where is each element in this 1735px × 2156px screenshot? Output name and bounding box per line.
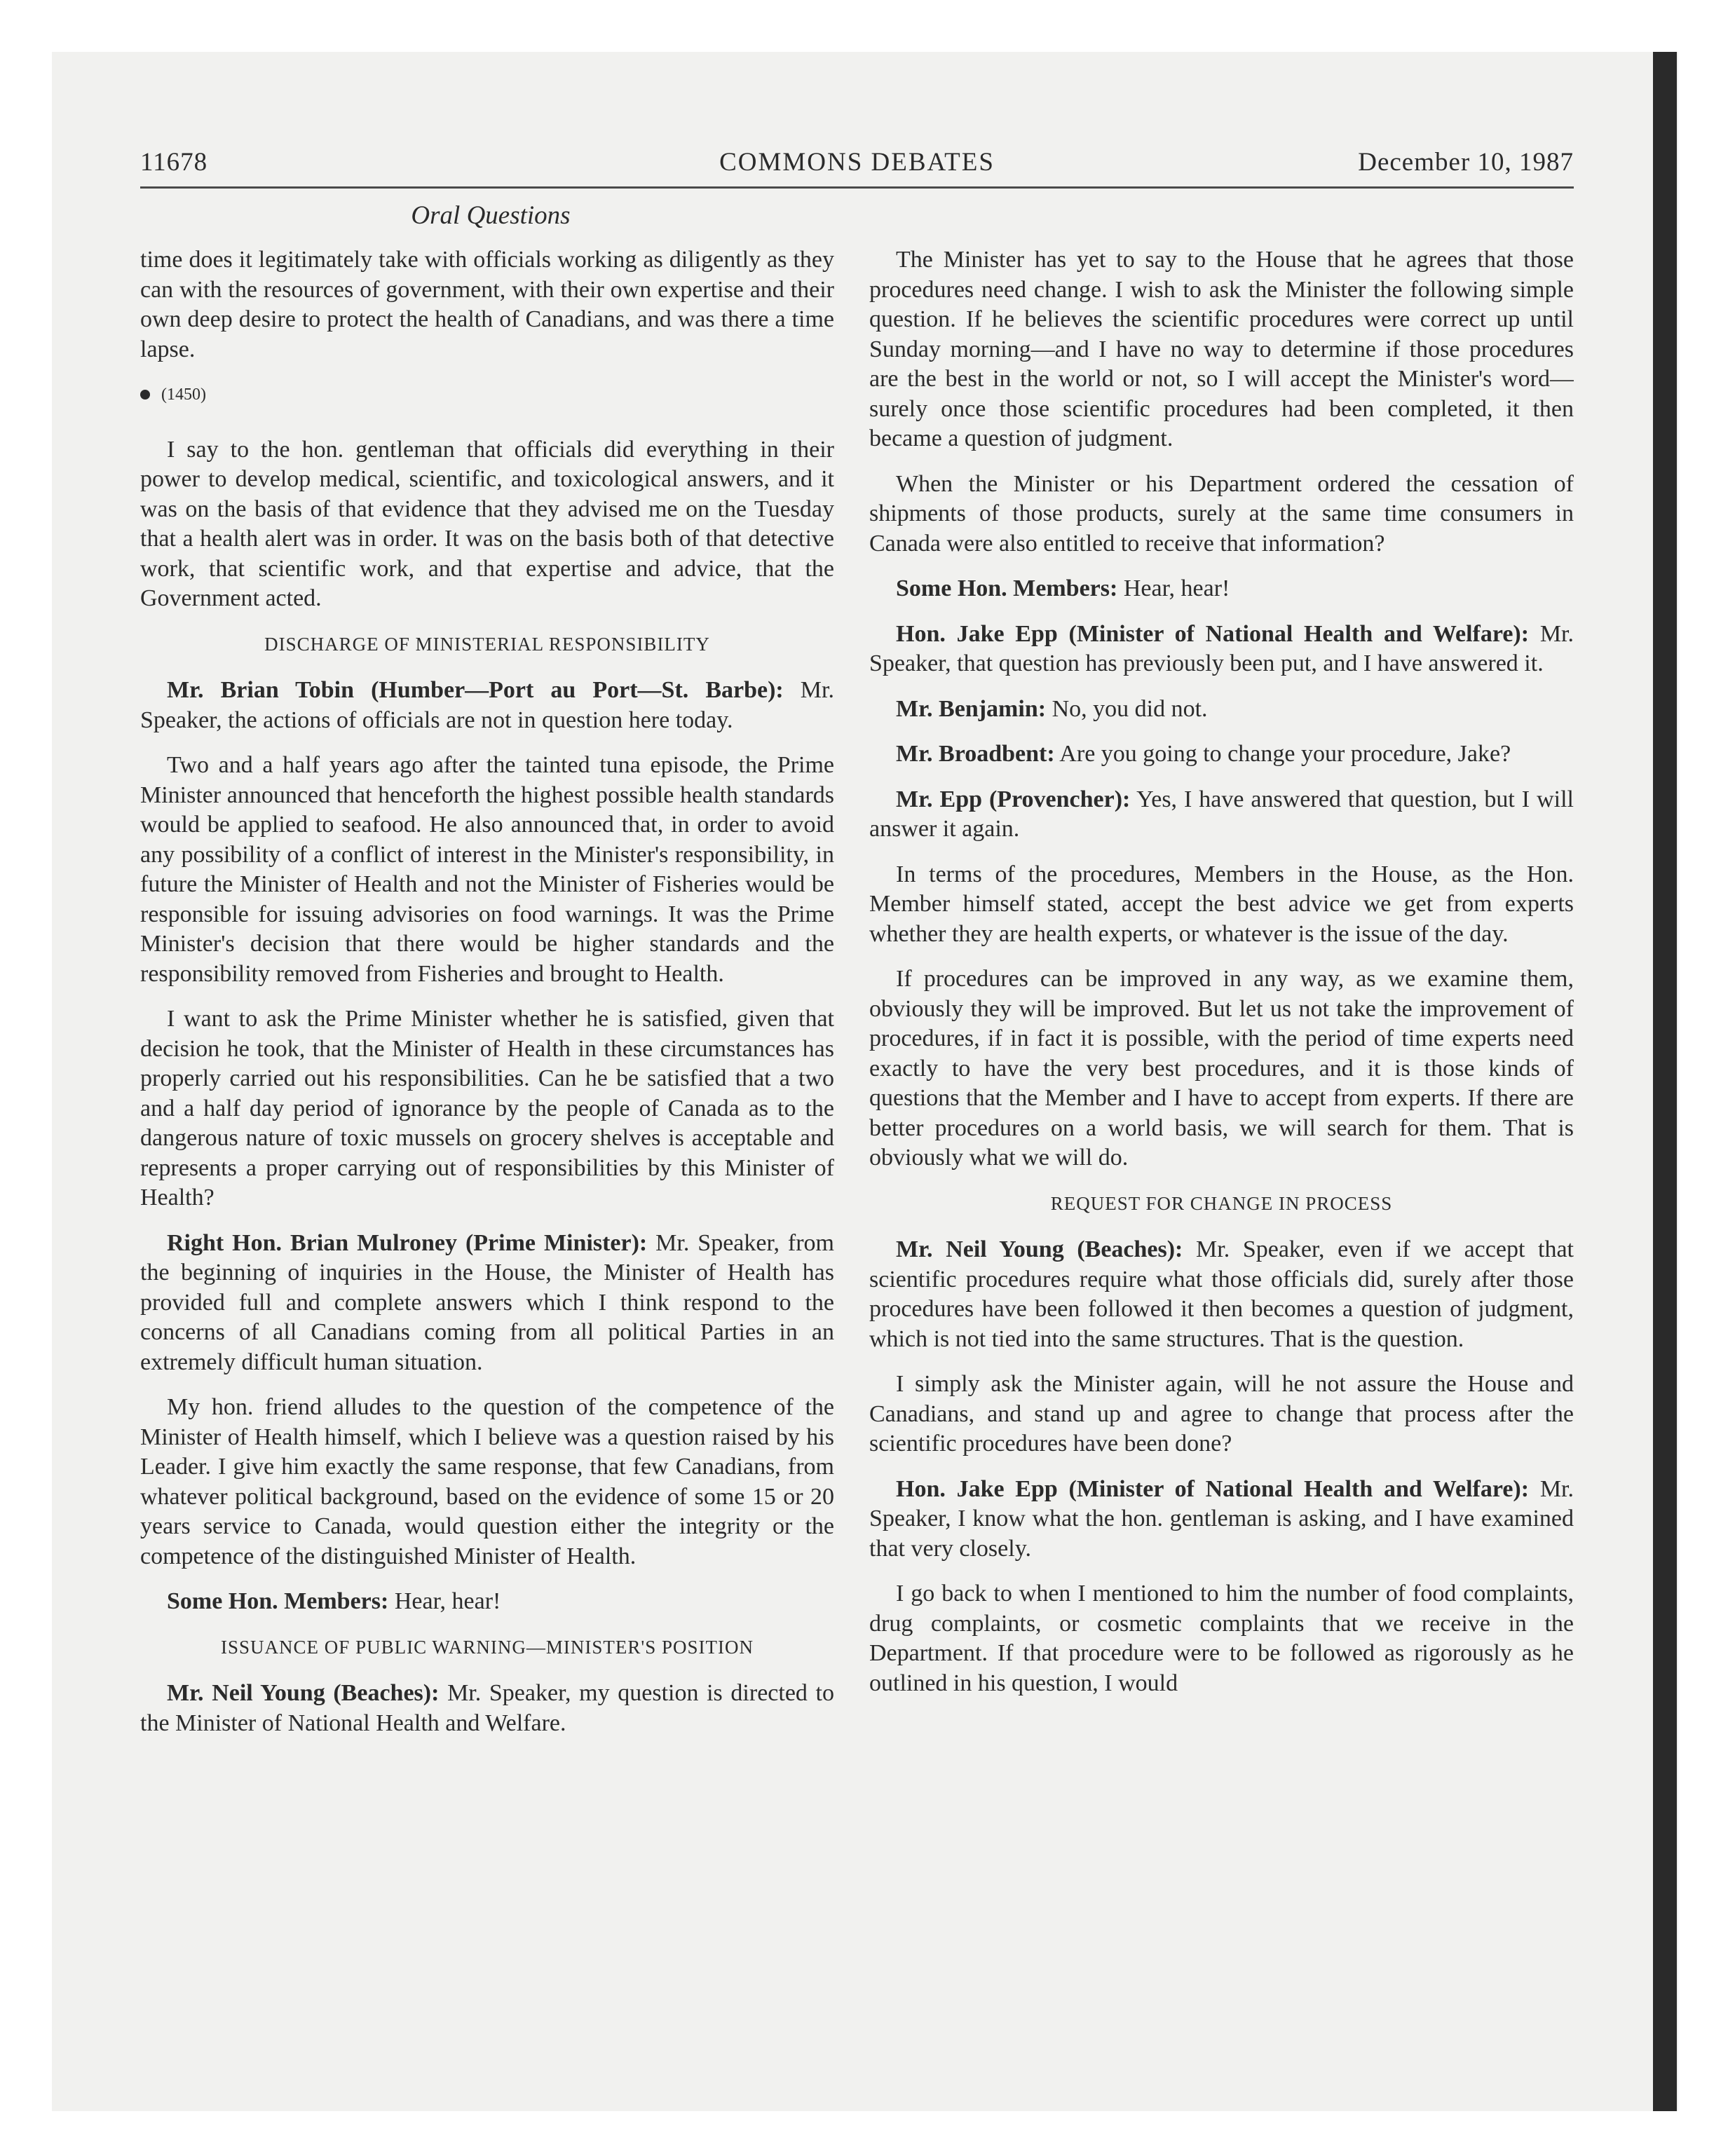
- section-heading: DISCHARGE OF MINISTERIAL RESPONSIBILITY: [264, 633, 710, 655]
- speech-text: Are you going to change your procedure, Jake?: [1054, 741, 1511, 767]
- speech: [140, 1587, 834, 1617]
- speech-text: No, you did not.: [1046, 695, 1208, 722]
- speech-text: Mr. Speaker, that question has previously been put, and I have answered it.: [869, 620, 1574, 676]
- section-heading: REQUEST FOR CHANGE IN PROCESS: [1050, 1192, 1393, 1214]
- paragraph: Two and a half years ago after the tainted tuna episode, the Prime Minister announced that henceforth the highest possible health standards would be applied to seafood. He also announced that, in order to avoid any possibility of a conflict of interest in the Minister's responsibility, in future the Minister of Health and not the Minister of Fisheries would be responsible for issuing advisories on food warnings. It was the Prime Minister's decision that there would be higher standards and the responsibility removed from Fisheries and brought to Health.: [140, 752, 834, 987]
- publication-title: COMMONS DEBATES: [719, 148, 995, 177]
- speaker-name: Mr. Benjamin:: [896, 695, 1047, 722]
- bullet-icon: [140, 390, 150, 400]
- section-heading: ISSUANCE OF PUBLIC WARNING—MINISTER'S POSITION: [221, 1636, 754, 1658]
- speech-text: Mr. Speaker, I know what the hon. gentleman is asking, and I have examined that very closely.: [869, 1475, 1574, 1562]
- paragraph: I want to ask the Prime Minister whether he is satisfied, given that decision he took, that the Minister of Health in these circumstances has properly carried out his responsibilities. Can he be satisfied that a two and a half day period of ignorance by the people of Canada as to the dangerous nature of toxic mussels on grocery shelves is acceptable and represents a proper carrying out of responsibilities by this Minister of Health?: [140, 1006, 834, 1210]
- paragraph: time does it legitimately take with officials working as diligently as they can with the resources of government, with their own expertise and their own deep desire to protect the health of Canadians, and was there a time lapse.: [140, 247, 834, 362]
- speaker-name: Right Hon. Brian Mulroney (Prime Minister):: [167, 1229, 648, 1256]
- time-marker-label: (1450): [161, 386, 206, 404]
- speech-text: Hear, hear!: [1117, 575, 1230, 601]
- speech: [140, 676, 834, 735]
- speech-text: Mr. Speaker, even if we accept that scientific procedures require what those officials did, surely after those procedures have been followed it then becomes a question of judgment, which is not tied into the same structures. That is the question.: [869, 1236, 1574, 1352]
- paragraph: In terms of the procedures, Members in the House, as the Hon. Member himself stated, accept the best advice we get from experts whether they are health experts, or whatever is the issue of the day.: [869, 861, 1574, 947]
- paragraph: The Minister has yet to say to the House that he agrees that those procedures need change. I wish to ask the Minister the following simple question. If he believes the scientific procedures were correct up until Sunday morning—and I have no way to determine if those procedures are the best in the world or not, so I will accept the Minister's word—surely once those scientific procedures had been completed, it then became a question of judgment.: [869, 247, 1574, 451]
- running-head: Oral Questions: [411, 201, 571, 230]
- speaker-name: Hon. Jake Epp (Minister of National Health and Welfare):: [896, 1475, 1530, 1502]
- speech-text: Hear, hear!: [388, 1588, 501, 1614]
- paragraph: I say to the hon. gentleman that officials did everything in their power to develop medical, scientific, and toxicological answers, and it was on the basis of that evidence that they advised me on the Tuesday that a health alert was in order. It was on the basis both of that detective work, that scientific work, and that expertise and advice, that the Government acted.: [140, 436, 834, 611]
- speaker-name: Mr. Brian Tobin (Humber—Port au Port—St. Barbe):: [167, 677, 784, 703]
- speech-text: Mr. Speaker, from the beginning of inquiries in the House, the Minister of Health has provided full and complete answers which I think respond to the concerns of all Canadians coming from all political Parties in an extremely difficult human situation.: [140, 1229, 834, 1375]
- paragraph: I simply ask the Minister again, will he not assure the House and Canadians, and stand up and agree to change that process after the scientific procedures have been done?: [869, 1371, 1574, 1456]
- scan-edge-shadow: [1653, 52, 1677, 2111]
- speaker-name: Mr. Neil Young (Beaches):: [896, 1236, 1183, 1262]
- speech: [869, 1475, 1574, 1564]
- speech: [869, 695, 1574, 725]
- paragraph: My hon. friend alludes to the question of the competence of the Minister of Health himself, which I believe was a question raised by his Leader. I give him exactly the same response, that few Canadians, from whatever political background, based on the evidence of some 15 or 20 years service to Canada, would question either the integrity or the competence of the distinguished Minister of Health.: [140, 1394, 834, 1569]
- speech: [869, 1235, 1574, 1354]
- speech: [140, 1229, 834, 1378]
- page-number: 11678: [140, 148, 208, 177]
- time-marker: [140, 380, 834, 410]
- speech: [869, 574, 1574, 604]
- paragraph: If procedures can be improved in any way, as we examine them, obviously they will be improved. But let us not take the improvement of procedures, if in fact it is possible, with the period of time experts need exactly to have the very best procedures, and it is those kinds of questions that the Member and I have to accept from experts. If there are better procedures on a world basis, we will search for them. That is obviously what we will do.: [869, 966, 1574, 1171]
- speaker-name: Hon. Jake Epp (Minister of National Health and Welfare):: [896, 620, 1530, 647]
- speech: [869, 785, 1574, 845]
- paragraph: I go back to when I mentioned to him the number of food complaints, drug complaints, or cosmetic complaints that we receive in the Department. If that procedure were to be followed as rigorously as he outlined in his question, I would: [869, 1581, 1574, 1696]
- speech: [140, 1679, 834, 1738]
- left-column: [140, 245, 834, 1928]
- speech-text: Yes, I have answered that question, but I will answer it again.: [869, 786, 1574, 842]
- speaker-name: Mr. Neil Young (Beaches):: [167, 1680, 440, 1706]
- speech-text: Mr. Speaker, the actions of officials are not in question here today.: [140, 677, 834, 733]
- publication-date: December 10, 1987: [1358, 148, 1574, 177]
- speech: [869, 739, 1574, 770]
- speaker-name: Mr. Epp (Provencher):: [896, 786, 1131, 812]
- speaker-name: Mr. Broadbent:: [896, 741, 1055, 767]
- speaker-name: Some Hon. Members:: [896, 575, 1118, 601]
- speech-text: Mr. Speaker, my question is directed to the Minister of National Health and Welfare.: [140, 1680, 834, 1736]
- speaker-name: Some Hon. Members:: [167, 1588, 389, 1614]
- speech: [869, 620, 1574, 679]
- right-column: [869, 245, 1574, 1928]
- paragraph: When the Minister or his Department ordered the cessation of shipments of those products, surely at the same time consumers in Canada were also entitled to receive that information?: [869, 470, 1574, 557]
- page-header: [140, 147, 1574, 189]
